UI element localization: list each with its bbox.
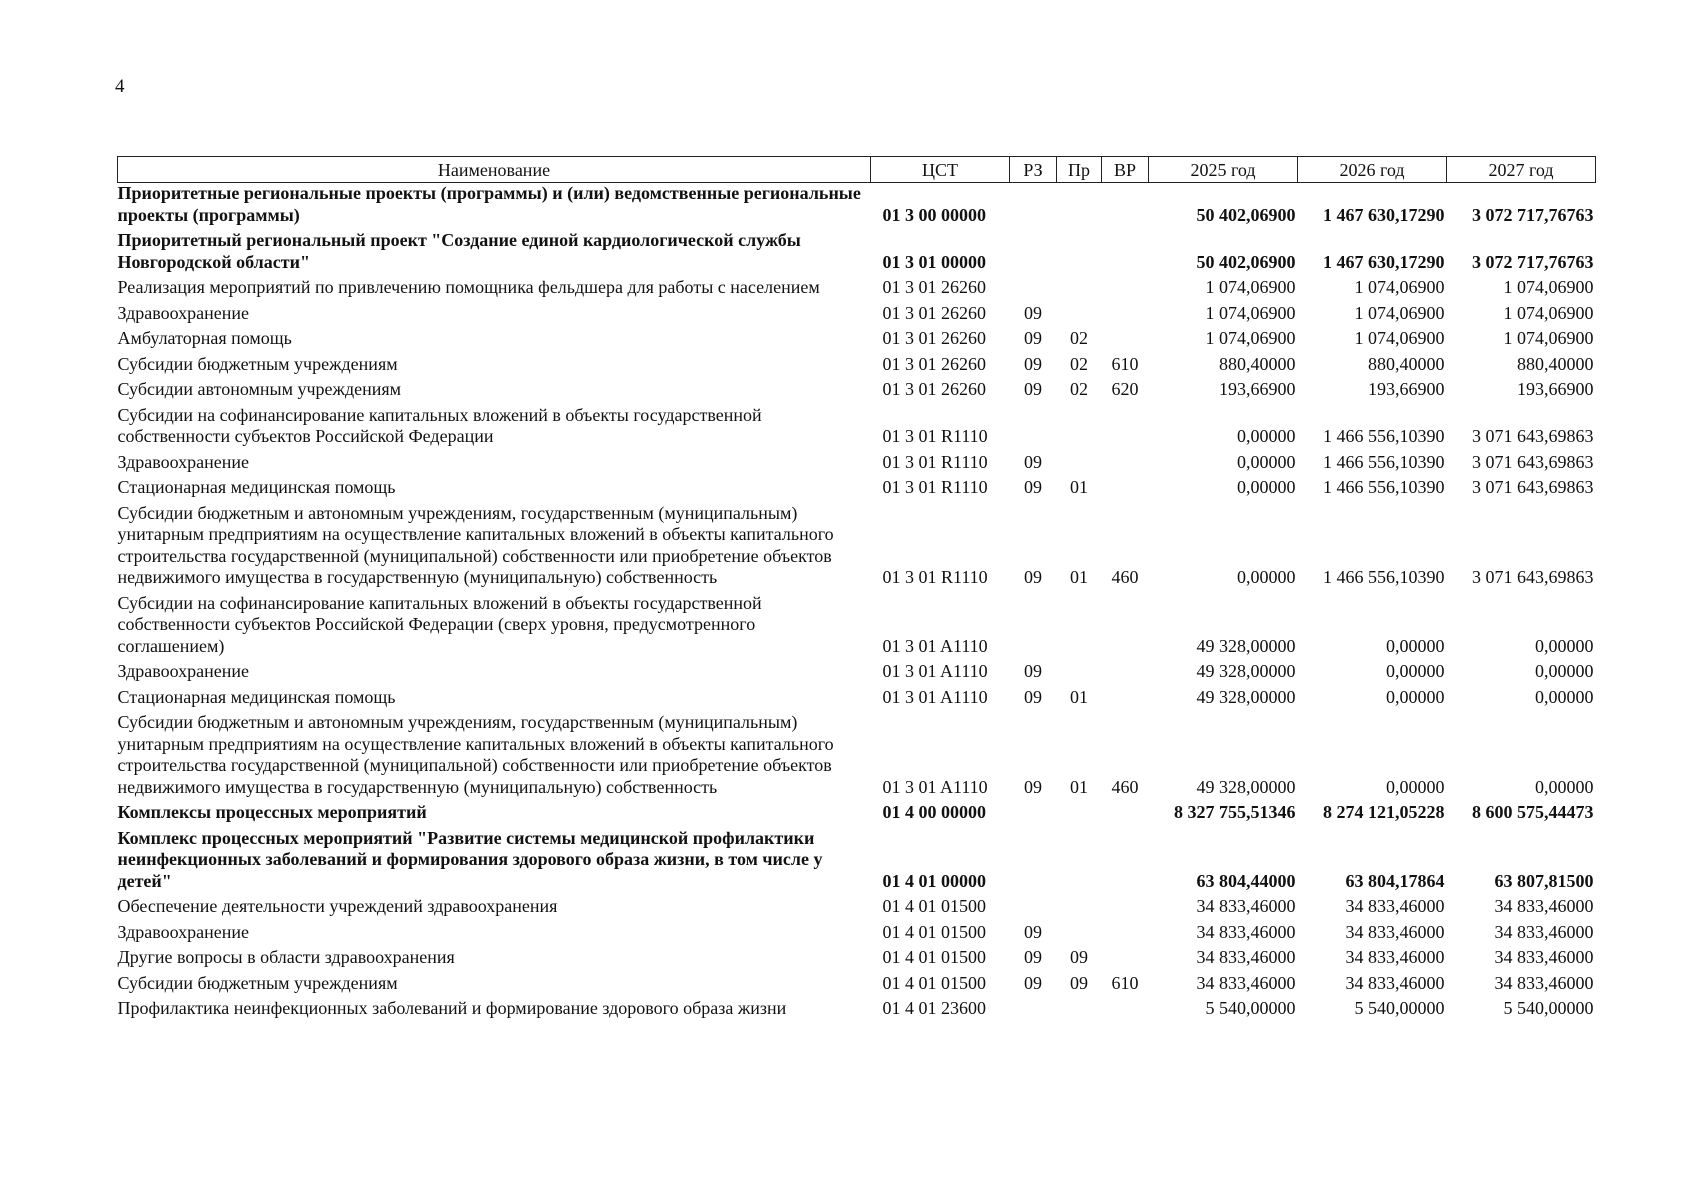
row-value-2025: 49 328,00000 xyxy=(1196,686,1296,707)
row-pr xyxy=(1057,230,1102,277)
row-cst: 01 3 01 00000 xyxy=(882,251,986,272)
row-vr xyxy=(1102,303,1149,329)
row-name: Реализация мероприятий по привлечению помощника фельдшера для работы с населением xyxy=(117,277,820,297)
row-value-2027: 5 540,00000 xyxy=(1503,998,1594,1018)
table-row xyxy=(118,354,1596,380)
row-name: Здравоохранение xyxy=(117,921,250,942)
row-value-2025: 1 074,06900 xyxy=(1205,328,1296,348)
row-value-2026: 1 074,06900 xyxy=(1354,277,1445,297)
row-value-2025: 49 328,00000 xyxy=(1196,635,1296,656)
row-name: Приоритетные региональные проекты (программы) и (или) ведомственные региональные проекты (программы) xyxy=(117,183,861,225)
row-name: Субсидии на софинансирование капитальных вложений в объекты государственной собственности субъектов Российской Федерации xyxy=(117,404,762,446)
row-rz: 09 xyxy=(1024,379,1042,399)
table-row xyxy=(118,828,1596,897)
row-cst: 01 4 01 01500 xyxy=(882,947,986,967)
row-value-2025: 0,00000 xyxy=(1237,567,1296,587)
table-row xyxy=(118,230,1596,277)
table-row xyxy=(118,303,1596,329)
row-name: Субсидии автономным учреждениям xyxy=(117,379,402,399)
row-name: Субсидии на софинансирование капитальных вложений в объекты государственной собственности субъектов Российской Федерации (сверх уровня, предусмотренного соглашением) xyxy=(117,592,762,656)
header-2025: 2025 год xyxy=(1149,157,1298,183)
row-name: Субсидии бюджетным и автономным учреждениям, государственным (муниципальным) унитарным предприятиям на осуществление капитальных вложений в объекты капитального строительства государственной (муниципальной) собственности или приобретение объектов недвижимого имущества в государственную (муниципальную) собственность xyxy=(117,712,834,797)
row-value-2027: 34 833,46000 xyxy=(1494,921,1594,942)
row-pr xyxy=(1057,896,1102,922)
table-row xyxy=(118,405,1596,452)
table-row xyxy=(118,379,1596,405)
row-rz: 09 xyxy=(1024,686,1042,707)
row-vr xyxy=(1102,896,1149,922)
row-pr: 02 xyxy=(1070,379,1088,399)
header-2027: 2027 год xyxy=(1447,157,1596,183)
row-value-2025: 49 328,00000 xyxy=(1196,661,1296,681)
row-name: Амбулаторная помощь xyxy=(117,328,292,348)
row-value-2027: 63 807,81500 xyxy=(1494,870,1594,891)
row-cst: 01 4 01 01500 xyxy=(882,972,986,993)
row-vr: 460 xyxy=(1111,776,1139,797)
table-row xyxy=(118,661,1596,687)
row-value-2026: 1 467 630,17290 xyxy=(1323,204,1445,225)
row-value-2025: 49 328,00000 xyxy=(1196,776,1296,797)
row-rz xyxy=(1010,896,1057,922)
row-pr: 01 xyxy=(1070,686,1088,707)
row-rz xyxy=(1010,405,1057,452)
row-value-2026: 5 540,00000 xyxy=(1354,998,1445,1018)
row-vr xyxy=(1102,661,1149,687)
row-vr xyxy=(1102,947,1149,973)
row-vr: 620 xyxy=(1111,379,1139,399)
row-rz xyxy=(1010,828,1057,897)
row-value-2027: 0,00000 xyxy=(1535,686,1594,707)
row-rz: 09 xyxy=(1024,972,1042,993)
row-cst: 01 3 01 26260 xyxy=(882,379,986,399)
table-body xyxy=(118,183,1596,1024)
row-rz: 09 xyxy=(1024,302,1042,323)
row-value-2026: 0,00000 xyxy=(1386,635,1445,656)
row-rz: 09 xyxy=(1024,328,1042,348)
row-name: Стационарная медицинская помощь xyxy=(117,477,396,497)
row-value-2025: 50 402,06900 xyxy=(1196,204,1296,225)
table-row xyxy=(118,503,1596,593)
row-pr: 02 xyxy=(1070,328,1088,348)
row-cst: 01 3 01 A1110 xyxy=(882,661,988,681)
table-row xyxy=(118,973,1596,999)
row-value-2027: 3 071 643,69863 xyxy=(1472,567,1594,587)
row-name: Приоритетный региональный проект "Создание единой кардиологической службы Новгородской области" xyxy=(117,230,801,272)
row-value-2025: 50 402,06900 xyxy=(1196,251,1296,272)
header-rz: РЗ xyxy=(1010,157,1057,183)
row-value-2025: 1 074,06900 xyxy=(1205,277,1296,297)
table-row xyxy=(118,947,1596,973)
row-name: Здравоохранение xyxy=(117,451,250,472)
row-pr: 01 xyxy=(1070,776,1088,797)
row-value-2026: 0,00000 xyxy=(1386,661,1445,681)
row-name: Субсидии бюджетным учреждениям xyxy=(117,972,398,993)
row-value-2026: 34 833,46000 xyxy=(1345,896,1445,916)
row-cst: 01 3 01 26260 xyxy=(882,353,986,374)
row-name: Другие вопросы в области здравоохранения xyxy=(117,947,455,967)
row-rz: 09 xyxy=(1024,567,1042,587)
row-cst: 01 3 01 A1110 xyxy=(882,686,988,707)
row-cst: 01 3 01 R1110 xyxy=(882,477,988,497)
row-value-2027: 0,00000 xyxy=(1535,776,1594,797)
row-cst: 01 3 01 R1110 xyxy=(882,567,988,587)
row-pr xyxy=(1057,277,1102,303)
row-value-2026: 1 467 630,17290 xyxy=(1323,251,1445,272)
row-pr xyxy=(1057,183,1102,231)
row-rz xyxy=(1010,802,1057,828)
row-rz xyxy=(1010,998,1057,1024)
row-value-2025: 34 833,46000 xyxy=(1196,921,1296,942)
row-value-2027: 34 833,46000 xyxy=(1494,972,1594,993)
row-cst: 01 4 00 00000 xyxy=(882,802,986,822)
row-value-2026: 0,00000 xyxy=(1386,776,1445,797)
row-name: Комплекс процессных мероприятий "Развитие системы медицинской профилактики неинфекционных заболеваний и формирования здорового образа жизни, в том числе у детей" xyxy=(117,827,823,891)
row-value-2027: 1 074,06900 xyxy=(1503,277,1594,297)
row-rz: 09 xyxy=(1024,661,1042,681)
row-value-2025: 63 804,44000 xyxy=(1196,870,1296,891)
header-cst: ЦСТ xyxy=(871,157,1010,183)
table-row xyxy=(118,896,1596,922)
row-value-2025: 34 833,46000 xyxy=(1196,947,1296,967)
table-header-row xyxy=(118,157,1596,183)
row-pr xyxy=(1057,661,1102,687)
row-value-2025: 193,66900 xyxy=(1219,379,1296,399)
row-vr: 610 xyxy=(1111,972,1139,993)
row-vr xyxy=(1102,328,1149,354)
table-row xyxy=(118,452,1596,478)
row-cst: 01 3 01 A1110 xyxy=(882,776,988,797)
row-pr xyxy=(1057,802,1102,828)
row-value-2026: 34 833,46000 xyxy=(1345,921,1445,942)
row-pr: 01 xyxy=(1070,477,1088,497)
row-value-2025: 8 327 755,51346 xyxy=(1174,802,1296,822)
row-pr: 09 xyxy=(1070,972,1088,993)
row-vr xyxy=(1102,277,1149,303)
row-cst: 01 4 01 01500 xyxy=(882,921,986,942)
row-value-2026: 880,40000 xyxy=(1368,353,1445,374)
row-vr xyxy=(1102,452,1149,478)
row-value-2025: 880,40000 xyxy=(1219,353,1296,374)
row-vr xyxy=(1102,922,1149,948)
row-cst: 01 3 00 00000 xyxy=(882,204,986,225)
row-cst: 01 4 01 23600 xyxy=(882,998,986,1018)
row-name: Субсидии бюджетным учреждениям xyxy=(117,353,398,374)
table-row xyxy=(118,922,1596,948)
row-rz: 09 xyxy=(1024,477,1042,497)
row-cst: 01 3 01 A1110 xyxy=(882,635,988,656)
row-vr: 460 xyxy=(1111,567,1139,587)
row-value-2026: 8 274 121,05228 xyxy=(1323,802,1445,822)
row-value-2027: 1 074,06900 xyxy=(1503,302,1594,323)
page-number: 4 xyxy=(115,76,125,97)
row-value-2025: 0,00000 xyxy=(1237,426,1296,446)
row-value-2026: 34 833,46000 xyxy=(1345,972,1445,993)
row-name: Стационарная медицинская помощь xyxy=(117,686,396,707)
row-vr xyxy=(1102,477,1149,503)
row-rz xyxy=(1010,183,1057,231)
row-vr xyxy=(1102,230,1149,277)
row-rz xyxy=(1010,593,1057,662)
row-pr xyxy=(1057,998,1102,1024)
row-name: Обеспечение деятельности учреждений здравоохранения xyxy=(117,896,558,916)
row-vr xyxy=(1102,687,1149,713)
row-rz xyxy=(1010,277,1057,303)
row-pr xyxy=(1057,405,1102,452)
row-cst: 01 4 01 00000 xyxy=(882,870,986,891)
row-name: Комплексы процессных мероприятий xyxy=(117,802,427,822)
row-value-2025: 0,00000 xyxy=(1237,477,1296,497)
table-row xyxy=(118,802,1596,828)
row-value-2026: 1 466 556,10390 xyxy=(1323,451,1445,472)
row-name: Здравоохранение xyxy=(117,302,250,323)
row-vr xyxy=(1102,405,1149,452)
row-value-2027: 34 833,46000 xyxy=(1494,896,1594,916)
row-pr xyxy=(1057,828,1102,897)
row-rz xyxy=(1010,230,1057,277)
row-value-2026: 0,00000 xyxy=(1386,686,1445,707)
row-pr xyxy=(1057,303,1102,329)
row-pr xyxy=(1057,593,1102,662)
row-rz: 09 xyxy=(1024,353,1042,374)
table-row xyxy=(118,328,1596,354)
row-name: Здравоохранение xyxy=(117,661,250,681)
header-2026: 2026 год xyxy=(1298,157,1447,183)
row-value-2025: 5 540,00000 xyxy=(1205,998,1296,1018)
row-value-2025: 34 833,46000 xyxy=(1196,972,1296,993)
row-value-2027: 8 600 575,44473 xyxy=(1472,802,1594,822)
row-value-2027: 1 074,06900 xyxy=(1503,328,1594,348)
row-value-2027: 0,00000 xyxy=(1535,635,1594,656)
row-vr xyxy=(1102,802,1149,828)
row-cst: 01 3 01 26260 xyxy=(882,328,986,348)
header-pr: Пр xyxy=(1057,157,1102,183)
header-name: Наименование xyxy=(118,157,871,183)
table-row xyxy=(118,477,1596,503)
row-vr xyxy=(1102,828,1149,897)
table-row xyxy=(118,277,1596,303)
row-pr: 01 xyxy=(1070,567,1088,587)
row-value-2026: 1 466 556,10390 xyxy=(1323,426,1445,446)
row-value-2026: 63 804,17864 xyxy=(1345,870,1445,891)
row-value-2025: 0,00000 xyxy=(1237,451,1296,472)
row-value-2027: 0,00000 xyxy=(1535,661,1594,681)
table-row xyxy=(118,712,1596,802)
budget-table xyxy=(117,156,1596,1024)
row-rz: 09 xyxy=(1024,776,1042,797)
table-row xyxy=(118,998,1596,1024)
row-pr: 09 xyxy=(1070,947,1088,967)
row-vr xyxy=(1102,183,1149,231)
row-cst: 01 3 01 26260 xyxy=(882,302,986,323)
row-value-2026: 1 074,06900 xyxy=(1354,328,1445,348)
row-value-2027: 880,40000 xyxy=(1517,353,1594,374)
row-vr: 610 xyxy=(1111,353,1139,374)
row-cst: 01 3 01 R1110 xyxy=(882,451,988,472)
row-pr: 02 xyxy=(1070,353,1088,374)
row-value-2025: 34 833,46000 xyxy=(1196,896,1296,916)
row-pr xyxy=(1057,452,1102,478)
row-value-2026: 34 833,46000 xyxy=(1345,947,1445,967)
row-name: Профилактика неинфекционных заболеваний и формирование здорового образа жизни xyxy=(117,998,787,1018)
row-value-2027: 193,66900 xyxy=(1517,379,1594,399)
row-value-2026: 1 074,06900 xyxy=(1354,302,1445,323)
table-row xyxy=(118,687,1596,713)
row-cst: 01 3 01 26260 xyxy=(882,277,986,297)
row-value-2027: 3 072 717,76763 xyxy=(1472,204,1594,225)
header-vr: ВР xyxy=(1102,157,1149,183)
row-value-2026: 1 466 556,10390 xyxy=(1323,567,1445,587)
row-pr xyxy=(1057,922,1102,948)
row-value-2025: 1 074,06900 xyxy=(1205,302,1296,323)
row-value-2027: 3 071 643,69863 xyxy=(1472,426,1594,446)
row-cst: 01 3 01 R1110 xyxy=(882,426,988,446)
row-rz: 09 xyxy=(1024,451,1042,472)
row-vr xyxy=(1102,593,1149,662)
row-rz: 09 xyxy=(1024,921,1042,942)
row-value-2027: 34 833,46000 xyxy=(1494,947,1594,967)
row-value-2026: 1 466 556,10390 xyxy=(1323,477,1445,497)
row-vr xyxy=(1102,998,1149,1024)
row-rz: 09 xyxy=(1024,947,1042,967)
row-cst: 01 4 01 01500 xyxy=(882,896,986,916)
row-value-2026: 193,66900 xyxy=(1368,379,1445,399)
table-row xyxy=(118,183,1596,231)
table-row xyxy=(118,593,1596,662)
row-value-2027: 3 071 643,69863 xyxy=(1472,451,1594,472)
row-value-2027: 3 071 643,69863 xyxy=(1472,477,1594,497)
row-name: Субсидии бюджетным и автономным учреждениям, государственным (муниципальным) унитарным предприятиям на осуществление капитальных вложений в объекты капитального строительства государственной (муниципальной) собственности или приобретение объектов недвижимого имущества в государственную (муниципальную) собственность xyxy=(117,502,834,587)
row-value-2027: 3 072 717,76763 xyxy=(1472,251,1594,272)
